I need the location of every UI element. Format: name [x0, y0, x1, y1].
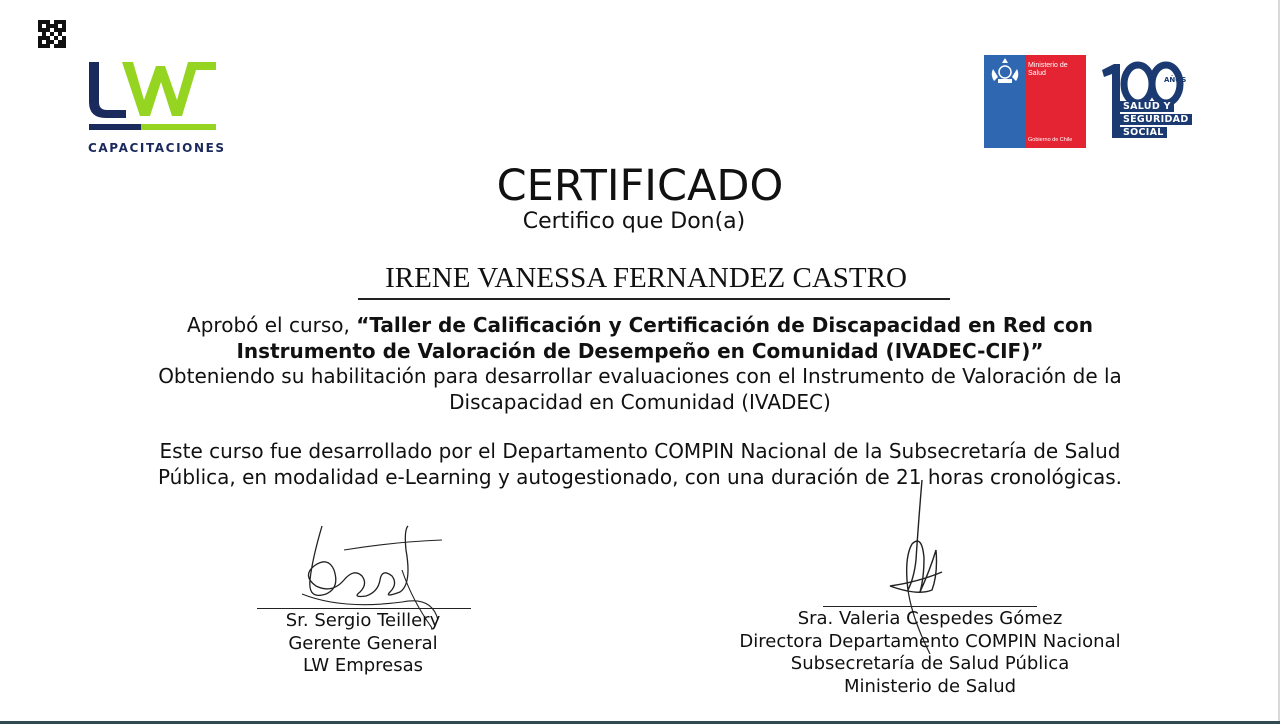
course-name: “Taller de Calificación y Certificación de Discapacidad en Red con Instrumento de Valoración de Desempeño en Comunidad (IVADEC-CIF)” — [236, 313, 1093, 363]
habilitation-paragraph: Obteniendo su habilitación para desarrollar evaluaciones con el Instrumento de Valoración de la Discapacidad en Comunidad (IVADEC) — [158, 364, 1122, 414]
gobierno-label: Gobierno de Chile — [1028, 137, 1073, 143]
anniversary-line-3: SOCIAL — [1120, 127, 1167, 138]
development-paragraph: Este curso fue desarrollado por el Departamento COMPIN Nacional de la Subsecretaría de Salud Pública, en modalidad e-Learning y autogestionado, con una duración de 21 horas cronológicas. — [157, 439, 1123, 489]
signatory-right-org: Subsecretaría de Salud Pública — [790, 653, 1070, 674]
signature-line-left — [257, 608, 471, 609]
certificate-subtitle: Certifico que Don(a) — [522, 209, 746, 234]
signatory-right-role: Directora Departamento COMPIN Nacional — [739, 630, 1121, 652]
signatory-right-org2: Ministerio de Salud — [843, 675, 1017, 697]
signatory-left-name: Sr. Sergio Teillery — [285, 610, 441, 631]
course-paragraph — [150, 312, 1130, 364]
anniversary-line-1: SALUD Y — [1120, 101, 1174, 112]
signatory-right — [720, 608, 1140, 698]
lw-caption: CAPACITACIONES — [88, 141, 226, 155]
recipient-underline — [358, 298, 950, 300]
recipient-name: IRENE VANESSA FERNANDEZ CASTRO — [385, 262, 907, 294]
signature-line-right — [823, 606, 1037, 607]
certificate-title: CERTIFICADO — [496, 161, 784, 211]
ministry-name: Ministerio de Salud — [1028, 62, 1068, 77]
qr-code[interactable] — [38, 20, 66, 48]
anniversary-line-2: SEGURIDAD — [1120, 114, 1192, 125]
signatory-right-name: Sra. Valeria Cespedes Gómez — [797, 608, 1063, 629]
course-intro: Aprobó el curso, — [187, 313, 357, 337]
signatory-left-role: Gerente General — [288, 632, 438, 654]
anos-label: AÑOS — [1164, 76, 1187, 84]
signatory-left — [240, 610, 486, 678]
signatory-left-org: LW Empresas — [302, 655, 424, 676]
